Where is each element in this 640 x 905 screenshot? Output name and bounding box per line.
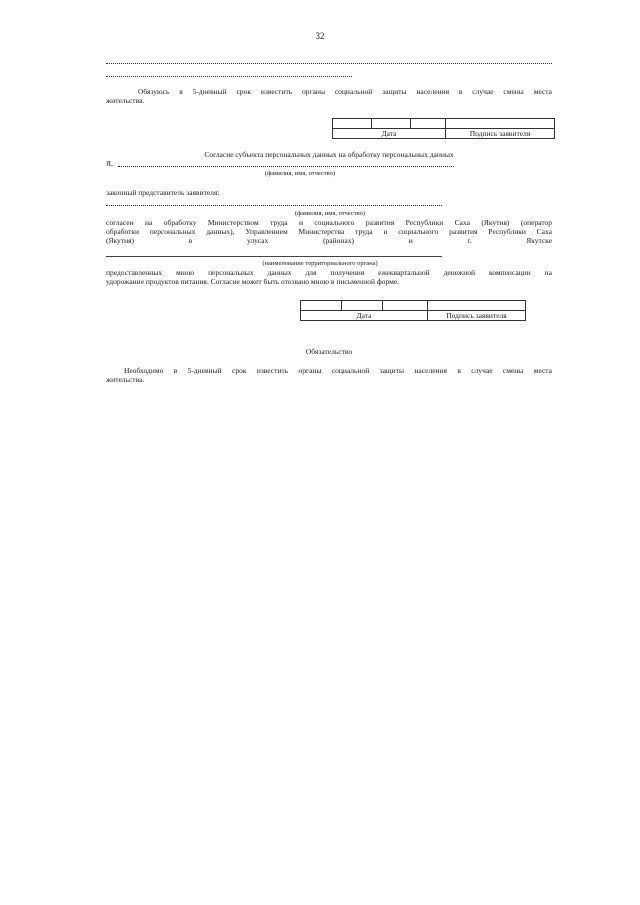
signature-table-2 [300,300,526,321]
page-number: 32 [315,31,325,41]
word-ulusakh: улусах [246,236,269,245]
word-i: и [408,236,413,245]
signature-cell-2[interactable] [428,301,526,311]
date-day-cell[interactable] [333,119,372,129]
top-fill-line-2 [106,76,352,77]
signature-label-2: Подпись заявителя [428,311,526,321]
signature-cell[interactable] [446,119,555,129]
date-year-cell-2[interactable] [383,301,428,311]
i-prefix: Я, [106,159,113,168]
consent-title: Согласие субъекта персональных данных на обработку персональных данных [204,150,454,159]
consent-body-line4: предоставленных мною персональных данных для получения ежеквартальной денежной компенсации на [106,268,552,277]
commitment-title: Обязательство [305,347,353,356]
word-g: г. [467,236,472,245]
consent-body-line5: удорожание продуктов питания. Согласие может быть отозвано мною в письменной форме. [106,277,400,286]
commitment-text-line1: Необходимо в 5-дневный срок известить органы социальной защиты населения в случае смены места [124,366,552,375]
date-year-cell[interactable] [411,119,446,129]
word-yakutia: (Якутия) [106,236,135,245]
date-month-cell[interactable] [372,119,411,129]
consent-body-line3 [106,236,552,245]
fio-caption: (фамилия, имя, отчество) [264,170,336,177]
fio-fill-line[interactable] [118,166,454,167]
legal-rep-label: законный представитель заявителя: [106,188,220,197]
word-v: в [188,236,193,245]
top-fill-line-1 [106,63,552,64]
consent-body-line1: согласен на обработку Министерством труда и социального развития Республики Саха (Якутия) (оператор [106,218,552,227]
signature-table-1 [332,118,555,139]
commitment-text-line2: жительства. [106,375,145,384]
obligation-text-line1: Обязуюсь в 5-дневный срок известить органы социальной защиты населения в случае смены места [138,87,552,96]
date-label-2: Дата [301,311,428,321]
signature-label: Подпись заявителя [446,129,555,139]
date-month-cell-2[interactable] [342,301,383,311]
org-fill-line[interactable] [106,256,442,257]
legal-rep-fill-line[interactable] [106,205,442,206]
org-caption: (наименование территориального органа) [262,260,378,267]
obligation-text-line2: жительства. [106,96,145,105]
word-yakutske: Якутске [526,236,552,245]
word-rayonakh: (районах) [323,236,354,245]
date-label: Дата [333,129,446,139]
date-day-cell-2[interactable] [301,301,342,311]
fio-caption-2: (фамилия, имя, отчество) [294,210,366,217]
consent-body-line2: обработки персональных данных), Управлением Министерства труда и социального развития Республики Саха [106,227,552,236]
